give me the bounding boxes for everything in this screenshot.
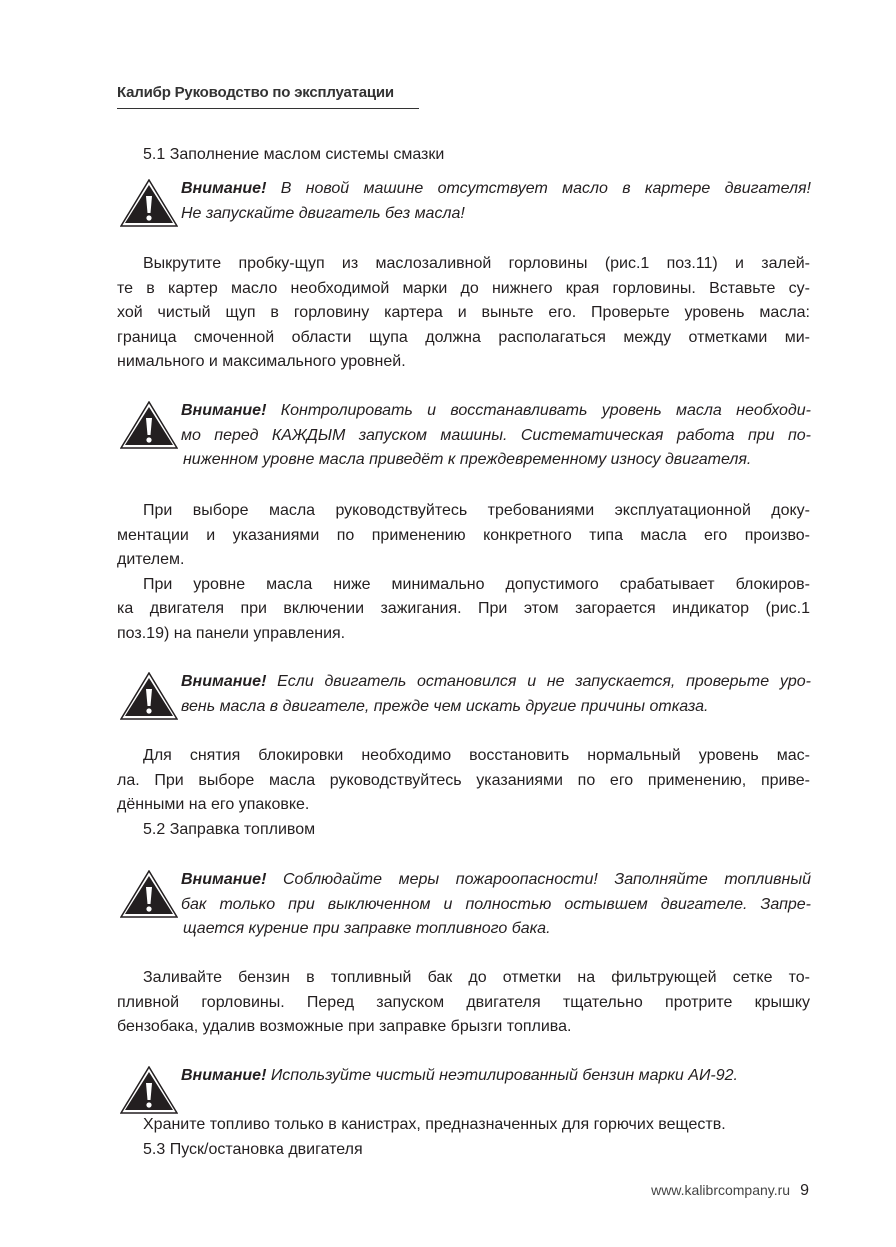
warning-triangle-icon [120,401,178,449]
text-line: При выборе масла руководствуйтесь требованиями эксплуатационной доку- [143,502,810,519]
text-line: мо перед КАЖДЫМ запуском машины. Систематическая работа при по- [181,426,811,444]
text-line: поз.19) на панели управления. [117,624,346,642]
text-line: пливной горловины. Перед запуском двигателя тщательно протрите крышку [117,993,810,1011]
text-line [181,177,811,202]
text-line: Для снятия блокировки необходимо восстановить нормальный уровень мас- [143,747,810,764]
warning-text: Используйте чистый неэтилированный бензин марки АИ-92. [266,1067,738,1084]
text-line: бак только при выключенном и полностью остывшем двигателе. Запре- [181,895,811,913]
text-line: Заливайте бензин в топливный бак до отметки на фильтрующей сетке то- [143,969,810,986]
warning-label: Внимание! [181,871,267,888]
text-line: Выкрутите пробку-щуп из маслозаливной горловины (рис.1 поз.11) и залей- [143,255,810,272]
text-line: ниженном уровне масла приведёт к преждевременному износу двигателя. [183,451,752,468]
warning-label: Внимание! [181,180,267,197]
text-line: Не запускайте двигатель без масла! [181,204,465,222]
text-line: те в картер масло необходимой марки до нижнего края горловины. Вставьте су- [117,279,810,297]
text-line [181,399,811,424]
warning-label: Внимание! [181,673,267,690]
header-title: Калибр Руководство по эксплуатации [117,84,394,101]
text-line: вень масла в двигателе, прежде чем искать другие причины отказа. [181,697,709,715]
text-line: дёнными на его упаковке. [117,796,310,813]
text-line [181,670,811,695]
text-line: нимального и максимального уровней. [117,353,406,370]
text-line: 5.2 Заправка топливом [143,820,316,838]
text-line: ментации и указаниями по применению конкретного типа масла его произво- [117,526,810,544]
warning-text: Контролировать и восстанавливать уровень масла необходи- [266,402,811,419]
text-line: хой чистый щуп в горловину картера и выньте его. Проверьте уровень масла: [117,304,810,321]
text-line [181,1064,811,1089]
warning-triangle-icon [120,672,178,720]
warning-triangle-icon [120,1066,178,1114]
text-line: При уровне масла ниже минимально допустимого срабатывает блокиров- [143,575,810,593]
text-line: ка двигателя при включении зажигания. При этом загорается индикатор (рис.1 [117,600,810,617]
text-line: Храните топливо только в канистрах, предназначенных для горючих веществ. [143,1116,726,1133]
text-line: 5.1 Заполнение маслом системы смазки [143,146,445,163]
text-line: бензобака, удалив возможные при заправке брызги топлива. [117,1018,572,1035]
header-divider [117,108,419,109]
page-number: 9 [800,1182,809,1199]
warning-triangle-icon [120,870,178,918]
warning-text: В новой машине отсутствует масло в картере двигателя! [266,180,811,197]
text-line [181,868,811,893]
page-footer [651,1182,809,1200]
footer-url: www.kalibrcompany.ru [651,1182,791,1198]
warning-triangle-icon [120,179,178,227]
warning-text: Соблюдайте меры пожароопасности! Заполняйте топливный [266,871,811,888]
text-line: ла. При выборе масла руководствуйтесь указаниями по его применению, приве- [117,771,810,789]
text-line: дителем. [117,551,185,568]
warning-text: Если двигатель остановился и не запускается, проверьте уро- [266,673,811,690]
warning-label: Внимание! [181,1067,267,1084]
warning-label: Внимание! [181,402,267,419]
text-line: 5.3 Пуск/остановка двигателя [143,1140,363,1158]
text-line: граница смоченной области щупа должна располагаться между отметками ми- [117,328,810,346]
text-line: щается курение при заправке топливного бака. [183,920,551,937]
